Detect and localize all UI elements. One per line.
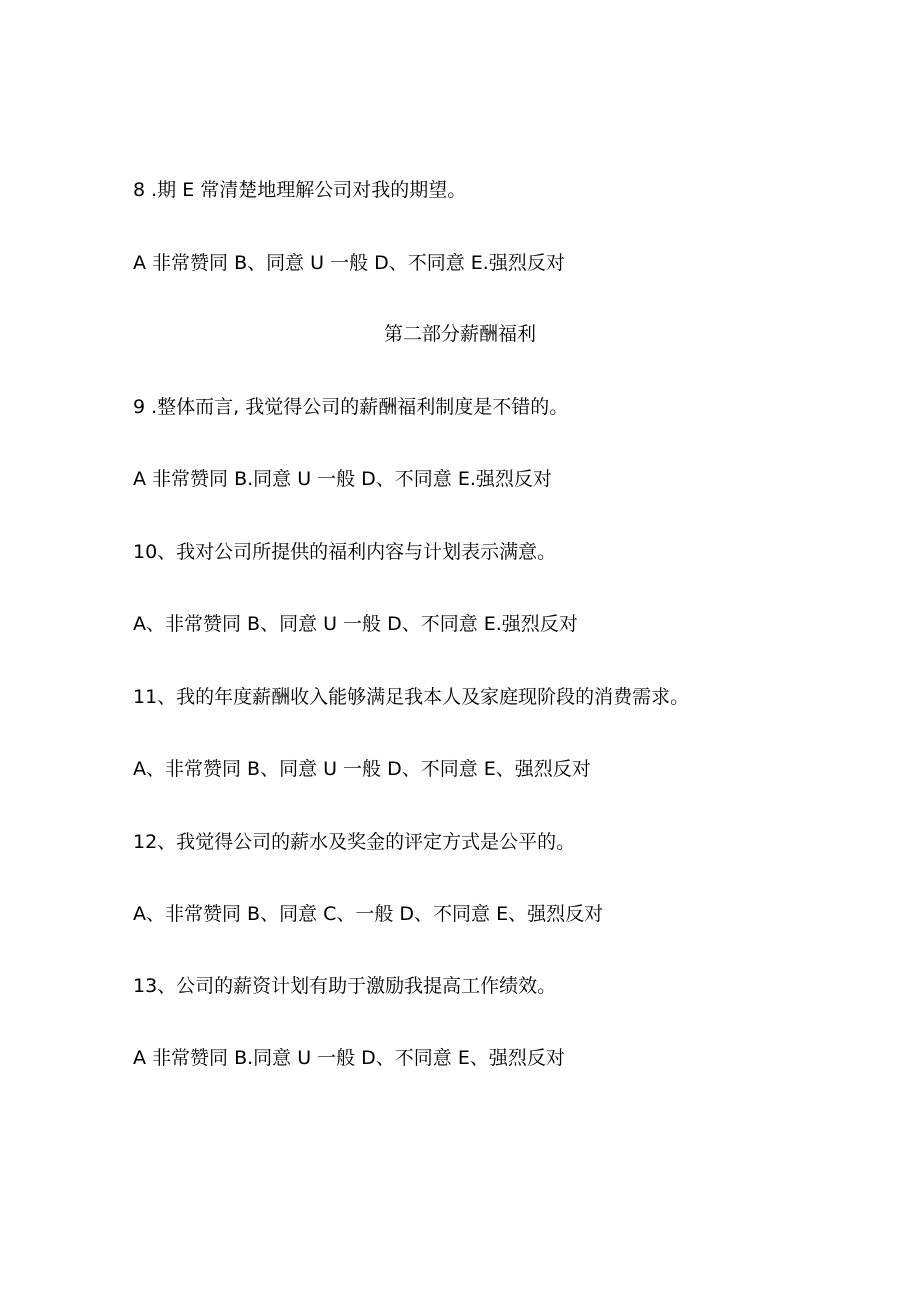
options-11: A、非常赞同 B、同意 U 一般 D、不同意 E、强烈反对 xyxy=(133,758,591,780)
options-8: A 非常赞同 B、同意 U 一般 D、不同意 E.强烈反对 xyxy=(133,252,565,274)
question-8: 8 .期 E 常清楚地理解公司对我的期望。 xyxy=(133,179,467,201)
section-title xyxy=(0,322,920,346)
section-title-text: 第二部分薪酬福利 xyxy=(383,323,536,345)
question-13: 13、公司的薪资计划有助于激励我提高工作绩效。 xyxy=(133,975,557,997)
options-10: A、非常赞同 B、同意 U 一般 D、不同意 E.强烈反对 xyxy=(133,613,578,635)
options-9: A 非常赞同 B.同意 U 一般 D、不同意 E.强烈反对 xyxy=(133,468,552,490)
question-11: 11、我的年度薪酬收入能够满足我本人及家庭现阶段的消费需求。 xyxy=(133,686,690,708)
question-10: 10、我对公司所提供的福利内容与计划表示满意。 xyxy=(133,541,557,563)
question-12: 12、我觉得公司的薪水及奖金的评定方式是公平的。 xyxy=(133,831,576,853)
question-9: 9 .整体而言, 我觉得公司的薪酬福利制度是不错的。 xyxy=(133,396,569,418)
options-13: A 非常赞同 B.同意 U 一般 D、不同意 E、强烈反对 xyxy=(133,1047,565,1069)
options-12: A、非常赞同 B、同意 C、一般 D、不同意 E、强烈反对 xyxy=(133,903,604,925)
